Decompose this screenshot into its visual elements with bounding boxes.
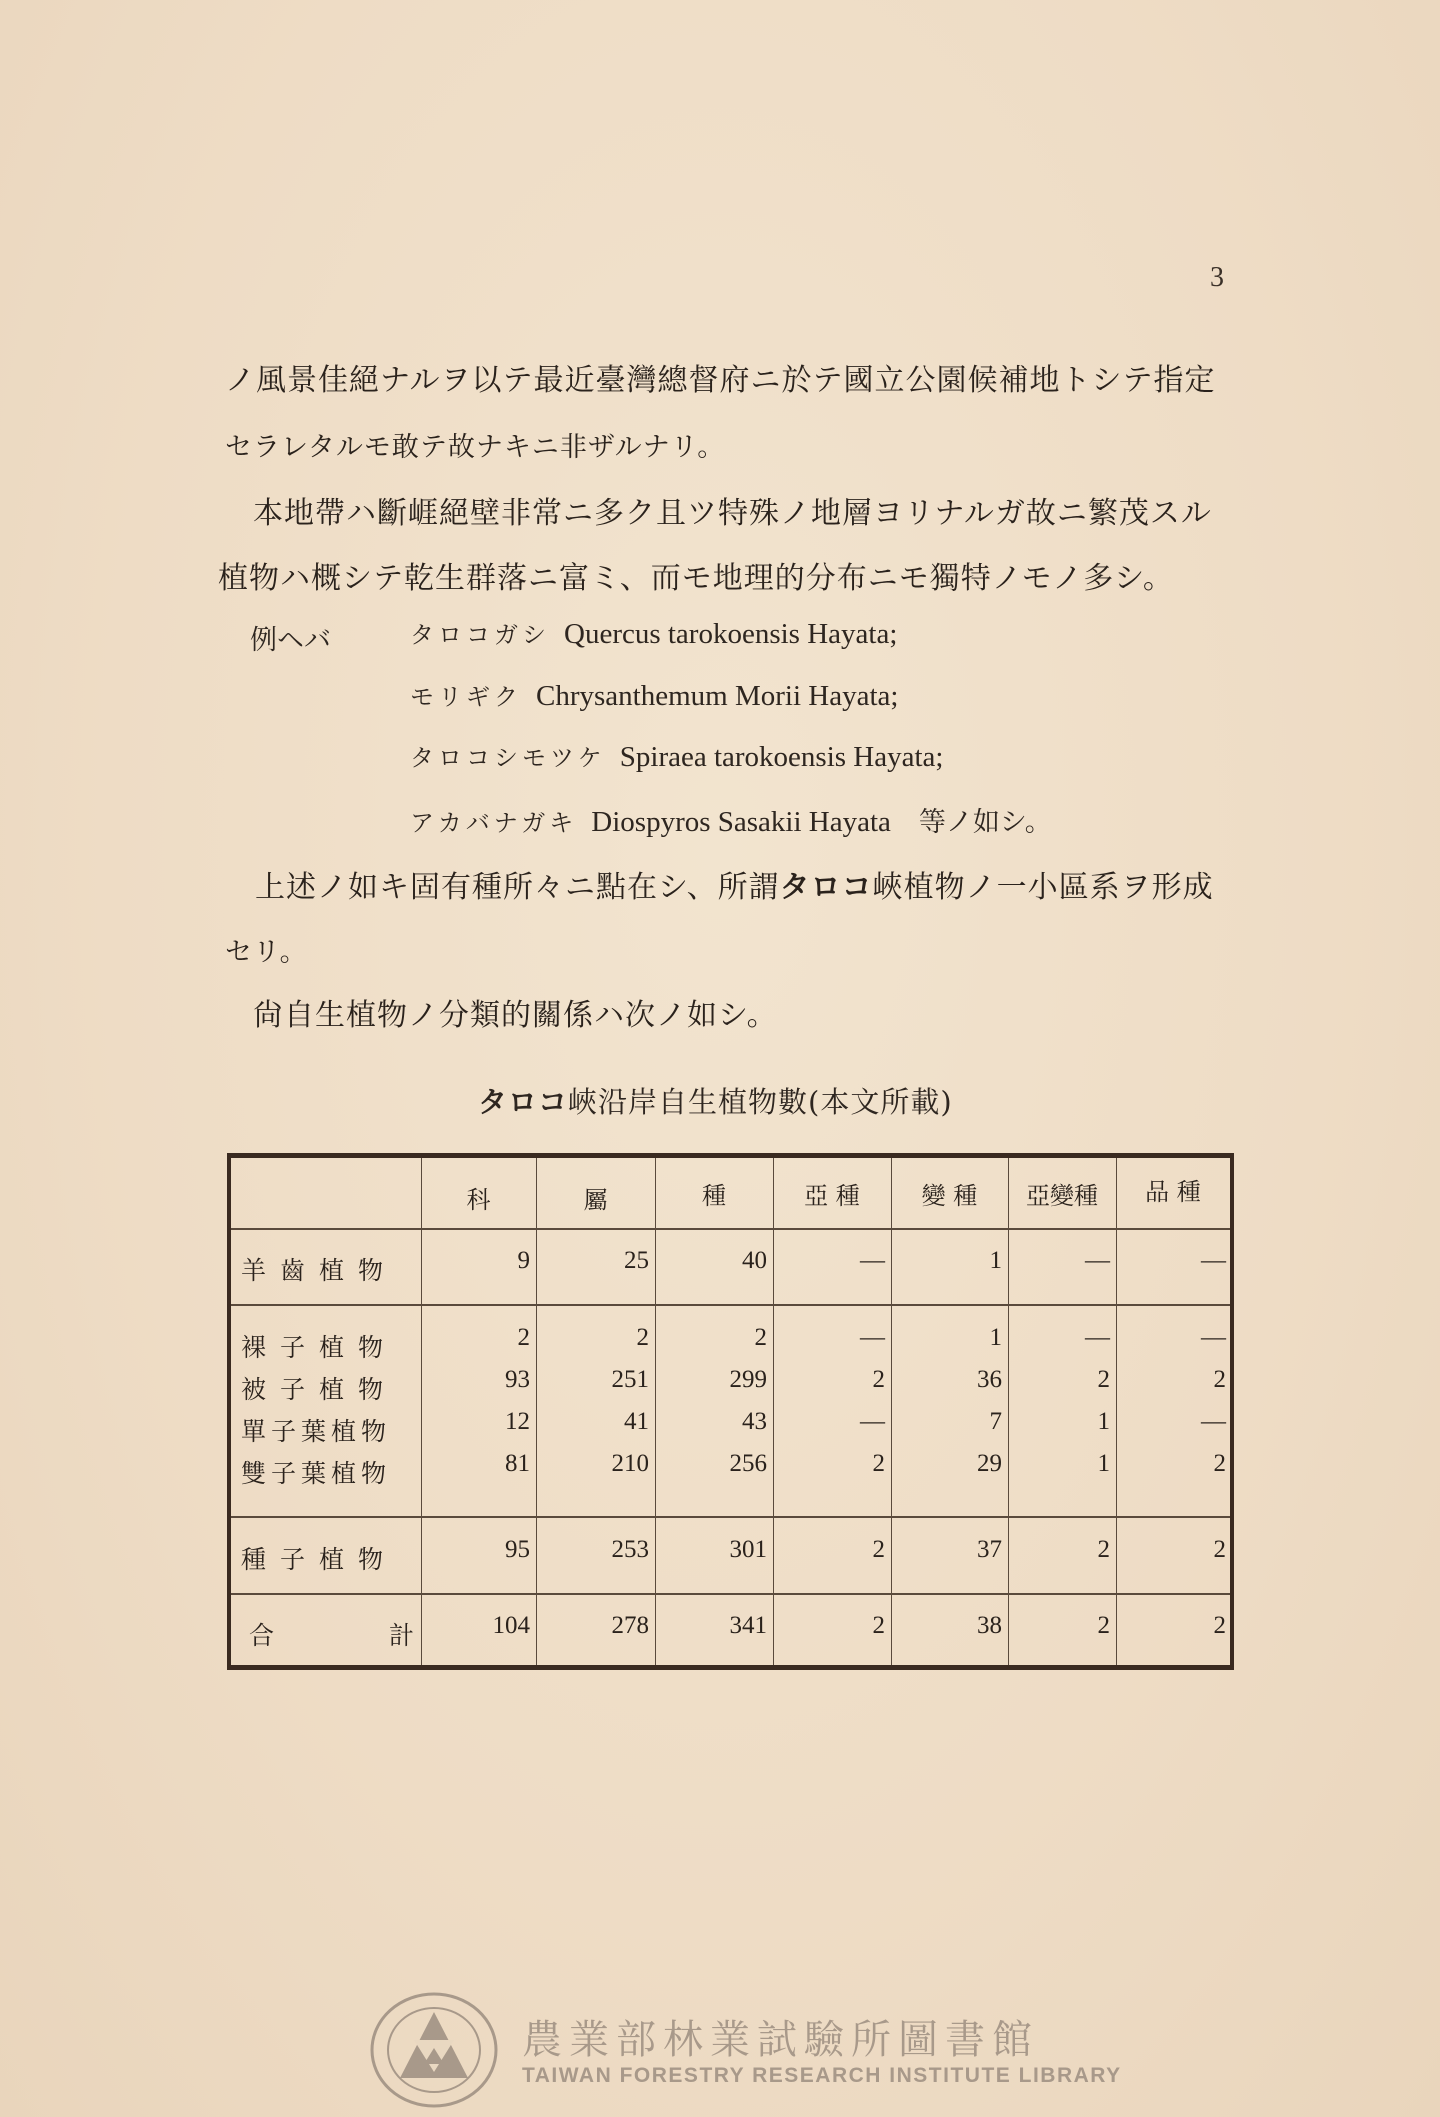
paragraph-line — [255, 862, 1214, 906]
paragraph-line: ノ風景佳絕ナルヲ以テ最近臺灣總督府ニ於テ國立公園候補地トシテ指定 — [225, 363, 1216, 398]
table-cell: 2 — [872, 1536, 885, 1563]
example-row — [410, 615, 897, 651]
forestry-institute-logo — [368, 1990, 500, 2110]
table-cell: 210 — [611, 1450, 649, 1477]
line-bold-text: タロコ — [779, 870, 873, 905]
table-cell: 12 — [505, 1408, 530, 1435]
table-cell: 2 — [872, 1450, 885, 1477]
table-cell: 2 — [1097, 1612, 1110, 1639]
line-text: 峽植物ノ一小區系ヲ形成 — [872, 870, 1214, 905]
table-cell: 251 — [611, 1366, 649, 1393]
table-cell: — — [1085, 1324, 1110, 1351]
table-cell: 95 — [505, 1536, 530, 1563]
column-header: 亞 種 — [804, 1182, 860, 1210]
table-cell: 43 — [742, 1408, 767, 1435]
example-tail: 等ノ如シ。 — [918, 807, 1052, 838]
column-header: 品 種 — [1145, 1178, 1201, 1206]
table-cell: 2 — [1097, 1536, 1110, 1563]
line-text: 上述ノ如キ固有種所々ニ點在シ、所謂 — [255, 870, 780, 905]
example-latin: Quercus tarokoensis Hayata; — [564, 618, 898, 650]
table-cell: 2 — [754, 1324, 767, 1351]
table-cell: 37 — [977, 1536, 1002, 1563]
table-cell: 256 — [729, 1450, 767, 1477]
table-cell: 2 — [636, 1324, 649, 1351]
row-label: 雙子葉植物 — [241, 1459, 392, 1488]
paragraph-line: 尙自生植物ノ分類的關係ハ次ノ如シ。 — [253, 998, 778, 1033]
row-label: 裸子植物 — [241, 1333, 398, 1362]
table-cell: 1 — [989, 1247, 1002, 1274]
library-name-cn: 農業部林業試驗所圖書館 — [522, 2017, 1039, 2063]
row-divider — [231, 1593, 1230, 1595]
table-cell: 7 — [989, 1408, 1002, 1435]
row-divider — [231, 1228, 1230, 1230]
example-kana: モリギク — [410, 683, 522, 711]
table-cell: 40 — [742, 1247, 767, 1274]
row-label: 合 計 — [249, 1621, 425, 1650]
paragraph-line: 植物ハ概シテ乾生群落ニ富ミ、而モ地理的分布ニモ獨特ノモノ多シ。 — [218, 561, 1174, 596]
table-cell: — — [860, 1324, 885, 1351]
example-latin: Diospyros Sasakii Hayata — [591, 806, 891, 838]
column-header: 變 種 — [921, 1182, 978, 1210]
column-header: 種 — [702, 1182, 726, 1210]
table-title-bold: タロコ — [478, 1085, 569, 1119]
table-cell: — — [860, 1247, 885, 1274]
examples-lead: 例ヘバ — [250, 625, 331, 656]
table-cell: 2 — [1213, 1536, 1226, 1563]
row-label: 羊齒植物 — [241, 1256, 398, 1285]
library-name-en: TAIWAN FORESTRY RESEARCH INSTITUTE LIBRARY — [522, 2064, 1122, 2087]
table-title-rest: 峽沿岸自生植物數(本文所載) — [568, 1085, 953, 1119]
example-kana: アカバナガキ — [410, 809, 578, 837]
table-cell: — — [1201, 1247, 1226, 1274]
table-cell: 278 — [611, 1612, 649, 1639]
table-cell: 81 — [505, 1450, 530, 1477]
table-cell: 2 — [1213, 1612, 1226, 1639]
table-cell: 301 — [729, 1536, 767, 1563]
table-cell: 1 — [1097, 1408, 1110, 1435]
row-divider — [231, 1516, 1230, 1518]
table-cell: 1 — [989, 1324, 1002, 1351]
page-number: 3 — [1210, 262, 1224, 293]
table-cell: 253 — [611, 1536, 649, 1563]
example-latin: Chrysanthemum Morii Hayata; — [536, 680, 899, 712]
table-cell: 36 — [977, 1366, 1002, 1393]
example-row — [410, 738, 943, 774]
table-cell: 1 — [1097, 1450, 1110, 1477]
table-cell: 2 — [1213, 1450, 1226, 1477]
paragraph-line: 本地帶ハ斷崕絕壁非常ニ多ク且ツ特殊ノ地層ヨリナルガ故ニ繁茂スル — [253, 496, 1212, 531]
table-cell: 38 — [977, 1612, 1002, 1639]
table-title — [478, 1080, 953, 1121]
example-kana: タロコシモツケ — [410, 744, 606, 772]
row-label: 單子葉植物 — [241, 1417, 392, 1446]
table-cell: — — [860, 1408, 885, 1435]
table-cell: 2 — [872, 1612, 885, 1639]
table-cell: 2 — [1097, 1366, 1110, 1393]
table-cell: 2 — [872, 1366, 885, 1393]
column-header: 亞變種 — [1026, 1182, 1098, 1210]
table-cell: — — [1085, 1247, 1110, 1274]
row-divider — [231, 1304, 1230, 1306]
table-cell: 25 — [624, 1247, 649, 1274]
table-cell: 2 — [517, 1324, 530, 1351]
table-cell: — — [1201, 1408, 1226, 1435]
table-cell: 29 — [977, 1450, 1002, 1477]
example-kana: タロコガシ — [410, 621, 550, 649]
paragraph-line: セリ。 — [225, 937, 308, 968]
table-cell: 9 — [517, 1247, 530, 1274]
table-cell: — — [1201, 1324, 1226, 1351]
example-row — [410, 677, 898, 713]
table-cell: 93 — [505, 1366, 530, 1393]
table-cell: 341 — [729, 1612, 767, 1639]
plant-count-table — [227, 1153, 1234, 1670]
column-header: 屬 — [583, 1186, 608, 1214]
row-label: 被子植物 — [241, 1375, 398, 1404]
table-cell: 2 — [1213, 1366, 1226, 1393]
row-label: 種子植物 — [241, 1545, 398, 1574]
example-row — [410, 800, 1052, 839]
table-cell: 104 — [492, 1612, 530, 1639]
table-cell: 299 — [729, 1366, 767, 1393]
example-latin: Spiraea tarokoensis Hayata; — [619, 741, 944, 773]
paragraph-line: セラレタルモ敢テ故ナキニ非ザルナリ。 — [225, 432, 726, 463]
column-header: 科 — [466, 1186, 491, 1214]
table-cell: 41 — [624, 1408, 649, 1435]
